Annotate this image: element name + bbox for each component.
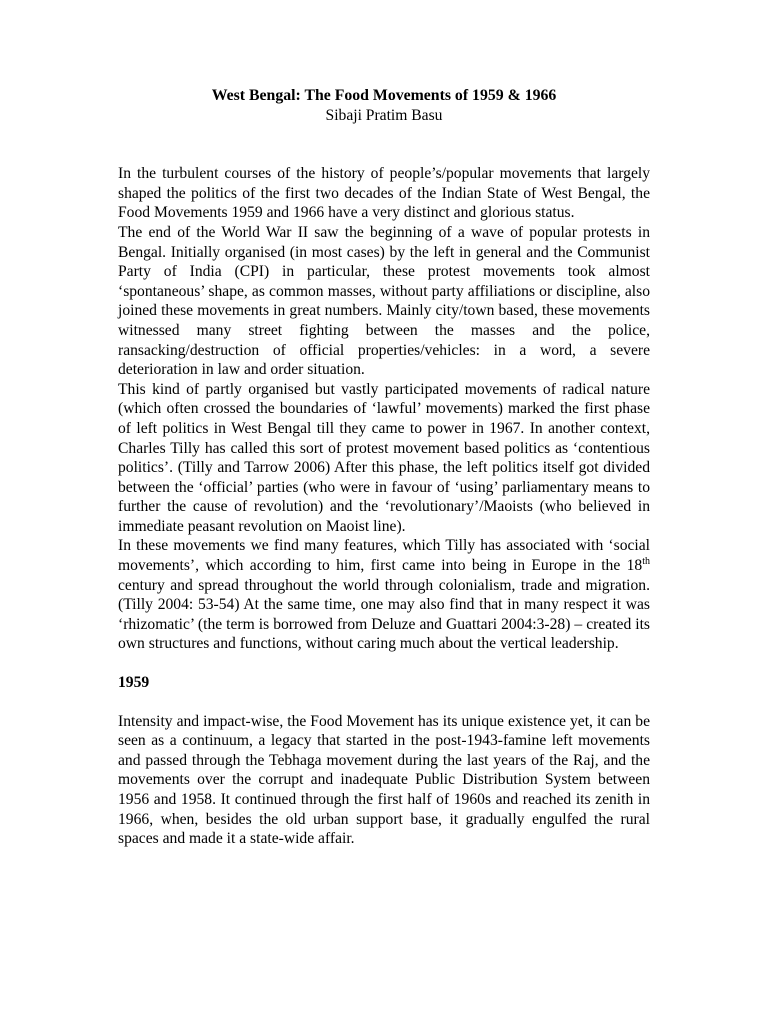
paragraph-left-politics: This kind of partly organised but vastly participated movements of radical nature (which often crossed the boundaries of ‘lawful’ movements) marked the first phase of left politics in West Bengal till they came to power in 1967. In another context, Charles Tilly has called this sort of protest movement based politics as ‘contentious politics’. (Tilly and Tarrow 2006) After this phase, the left politics itself got divided between the ‘official’ parties (who were in favour of ‘using’ parliamentary means to further the cause of revolution) and the ‘revolutionary’/Maoists (who believed in immediate peasant revolution on Maoist line).: [118, 380, 650, 535]
title-block: [118, 86, 650, 125]
paragraph-text-after-sup: century and spread throughout the world through colonialism, trade and migration. (Tilly 2004: 53-54) At the same time, one may also find that in many respect it was ‘rhizomatic’ (the term is borrowed from Deluze and Guattari 2004:3-28) – created its own structures and functions, without caring much about the vertical leadership.: [118, 576, 650, 653]
document-author: Sibaji Pratim Basu: [325, 106, 443, 124]
document-page: [118, 86, 650, 849]
paragraph-world-war: The end of the World War II saw the beginning of a wave of popular protests in Bengal. Initially organised (in most cases) by the left in general and the Communist Party of India (CPI) in particular, these protest movements took almost ‘spontaneous’ shape, as common masses, without party affiliations or discipline, also joined these movements in great numbers. Mainly city/town based, these movements witnessed many street fighting between the masses and the police, ransacking/destruction of official properties/vehicles: in a word, a severe deterioration in law and order situation.: [118, 223, 650, 379]
paragraph-1959: Intensity and impact-wise, the Food Movement has its unique existence yet, it can be seen as a continuum, a legacy that started in the post-1943-famine left movements and passed through the Tebhaga movement during the last years of the Raj, and the movements over the corrupt and inadequate Public Distribution System between 1956 and 1958. It continued through the first half of 1960s and reached its zenith in 1966, when, besides the old urban support base, it gradually engulfed the rural spaces and made it a state-wide affair.: [118, 712, 650, 848]
document-title: West Bengal: The Food Movements of 1959 & 1966: [211, 87, 557, 104]
superscript-th: th: [642, 555, 650, 567]
paragraph-social-movements: [118, 536, 650, 654]
paragraph-text-before-sup: In these movements we find many features, which Tilly has associated with ‘social movements’, which according to him, first came into being in Europe in the 18: [118, 537, 650, 575]
section-heading-1959: 1959: [118, 674, 150, 692]
paragraph-intro: In the turbulent courses of the history of people’s/popular movements that largely shaped the politics of the first two decades of the Indian State of West Bengal, the Food Movements 1959 and 1966 have a very distinct and glorious status.: [118, 165, 650, 222]
